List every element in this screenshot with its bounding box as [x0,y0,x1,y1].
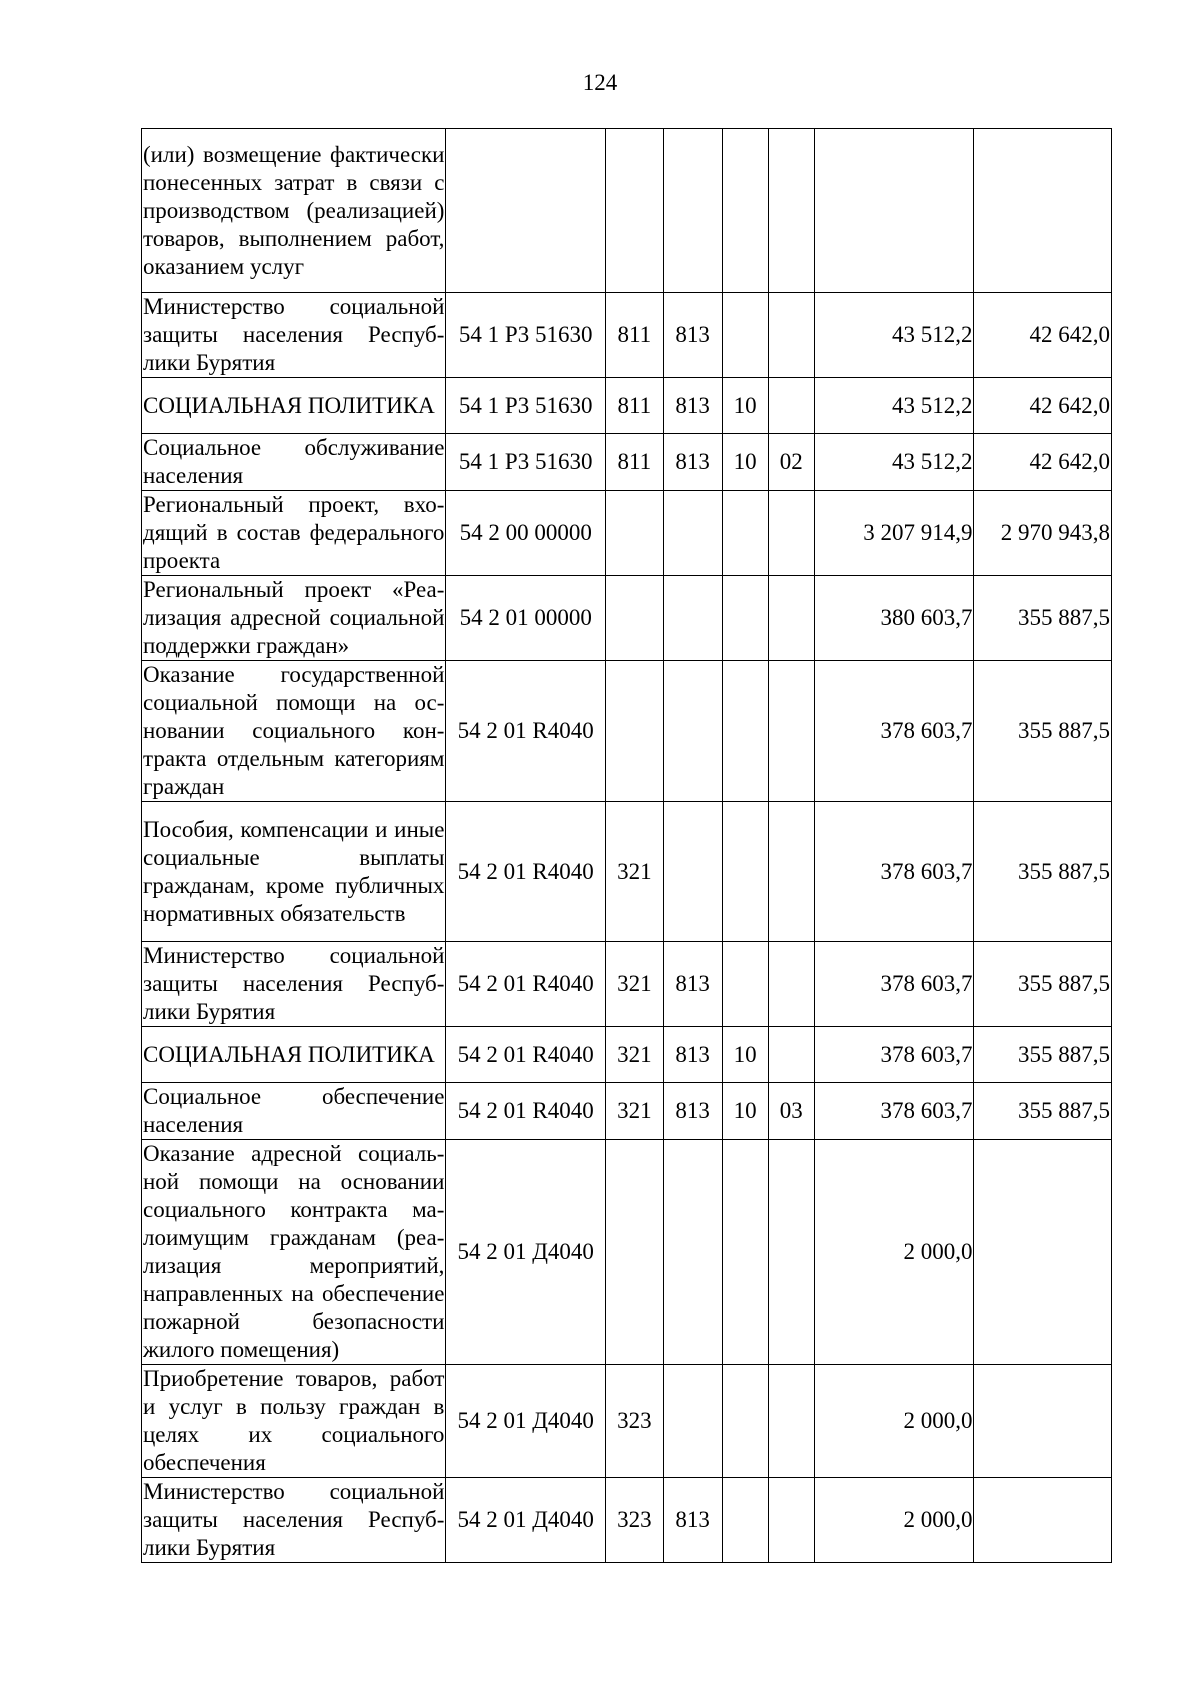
row-rz [722,661,768,802]
row-sum2: 355 887,5 [974,661,1112,802]
row-vr: 813 [663,293,722,378]
row-sum1: 2 000,0 [814,1478,974,1563]
row-pr [768,802,814,942]
table-row [142,1027,1112,1083]
row-sum1: 378 603,7 [814,802,974,942]
row-code: 54 2 01 R4040 [446,942,606,1027]
row-sum1: 378 603,7 [814,942,974,1027]
row-sum1: 2 000,0 [814,1140,974,1365]
table-row [142,661,1112,802]
row-sum2: 42 642,0 [974,378,1112,434]
row-vr: 813 [663,1478,722,1563]
row-sum2 [974,1478,1112,1563]
row-grbs: 811 [605,434,663,491]
row-rz [722,802,768,942]
row-rz: 10 [722,378,768,434]
row-code: 54 2 01 R4040 [446,1027,606,1083]
row-name: СОЦИАЛЬНАЯ ПОЛИТИКА [142,1027,446,1083]
row-sum2: 355 887,5 [974,576,1112,661]
table-row [142,1083,1112,1140]
row-rz [722,129,768,293]
row-sum2: 42 642,0 [974,293,1112,378]
row-sum2: 355 887,5 [974,1027,1112,1083]
row-sum1: 43 512,2 [814,293,974,378]
row-grbs: 323 [605,1478,663,1563]
row-code: 54 1 Р3 51630 [446,434,606,491]
row-rz [722,1478,768,1563]
row-name: Социальное обслуживание населения [142,434,446,491]
row-rz [722,1140,768,1365]
row-code: 54 2 01 Д4040 [446,1478,606,1563]
row-vr [663,129,722,293]
row-sum1: 378 603,7 [814,661,974,802]
row-name: Пособия, компенсации и иные социальные выплаты гражданам, кроме публичных нормативных обязательств [142,802,446,942]
table-row [142,802,1112,942]
row-sum1: 380 603,7 [814,576,974,661]
row-sum2 [974,1365,1112,1478]
row-name: Социальное обеспечение населения [142,1083,446,1140]
row-code: 54 2 01 R4040 [446,1083,606,1140]
row-grbs [605,129,663,293]
row-pr: 02 [768,434,814,491]
row-sum2: 42 642,0 [974,434,1112,491]
table-row [142,491,1112,576]
row-pr: 03 [768,1083,814,1140]
row-vr [663,1140,722,1365]
row-pr [768,1478,814,1563]
row-grbs: 321 [605,1083,663,1140]
row-sum1: 378 603,7 [814,1027,974,1083]
row-grbs: 321 [605,802,663,942]
row-grbs [605,1140,663,1365]
table-row [142,1478,1112,1563]
row-pr [768,378,814,434]
row-name: (или) возмещение фактически понесенных затрат в связи с производством (реализацией) товаров, выполнением работ, оказанием услуг [142,129,446,293]
row-grbs [605,491,663,576]
row-sum1 [814,129,974,293]
row-pr [768,129,814,293]
page-number: 124 [582,70,618,95]
table-row [142,293,1112,378]
row-vr: 813 [663,1027,722,1083]
row-rz [722,942,768,1027]
row-rz [722,491,768,576]
row-name: Региональный проект «Реализация адресной социальной поддержки граждан» [142,576,446,661]
row-code: 54 2 01 R4040 [446,661,606,802]
row-code: 54 2 01 Д4040 [446,1140,606,1365]
row-pr [768,1027,814,1083]
row-vr: 813 [663,942,722,1027]
row-sum1: 43 512,2 [814,434,974,491]
row-pr [768,1140,814,1365]
table-row [142,942,1112,1027]
row-pr [768,661,814,802]
row-sum1: 43 512,2 [814,378,974,434]
row-name: Региональный проект, входящий в состав федерального проекта [142,491,446,576]
row-grbs [605,576,663,661]
row-grbs: 811 [605,293,663,378]
row-sum2: 355 887,5 [974,1083,1112,1140]
row-vr: 813 [663,378,722,434]
table-row [142,378,1112,434]
row-vr [663,1365,722,1478]
row-name: Оказание государственной социальной помощи на основании социального контракта отдельным категориям граждан [142,661,446,802]
row-rz [722,576,768,661]
row-vr [663,661,722,802]
row-pr [768,491,814,576]
row-sum2 [974,129,1112,293]
row-rz: 10 [722,1027,768,1083]
row-name: Министерство социальной защиты населения Республики Бурятия [142,293,446,378]
row-rz [722,293,768,378]
row-grbs: 321 [605,1027,663,1083]
row-sum2: 2 970 943,8 [974,491,1112,576]
row-code: 54 2 01 R4040 [446,802,606,942]
row-sum1: 378 603,7 [814,1083,974,1140]
table-row [142,1365,1112,1478]
row-code: 54 2 01 Д4040 [446,1365,606,1478]
row-vr [663,576,722,661]
row-pr [768,942,814,1027]
row-sum2: 355 887,5 [974,942,1112,1027]
row-rz: 10 [722,1083,768,1140]
row-name: Министерство социальной защиты населения Республики Бурятия [142,1478,446,1563]
table-row [142,576,1112,661]
row-sum2: 355 887,5 [974,802,1112,942]
row-vr: 813 [663,434,722,491]
row-name: СОЦИАЛЬНАЯ ПОЛИТИКА [142,378,446,434]
row-sum1: 2 000,0 [814,1365,974,1478]
row-code: 54 2 00 00000 [446,491,606,576]
row-name: Оказание адресной социальной помощи на основании социального контракта малоимущим гражданам (реализация мероприятий, направленных на обеспечение пожарной безопасности жилого помещения) [142,1140,446,1365]
row-grbs: 321 [605,942,663,1027]
row-pr [768,293,814,378]
row-vr [663,802,722,942]
budget-table [141,128,1112,1563]
table-body [142,129,1112,1563]
table-row [142,129,1112,293]
row-grbs: 811 [605,378,663,434]
row-code: 54 2 01 00000 [446,576,606,661]
table-row [142,1140,1112,1365]
row-vr: 813 [663,1083,722,1140]
row-name: Приобретение товаров, работ и услуг в пользу граждан в целях их социального обеспечения [142,1365,446,1478]
row-pr [768,576,814,661]
row-grbs [605,661,663,802]
row-name: Министерство социальной защиты населения Республики Бурятия [142,942,446,1027]
row-grbs: 323 [605,1365,663,1478]
table-row [142,434,1112,491]
row-rz [722,1365,768,1478]
row-sum2 [974,1140,1112,1365]
row-code [446,129,606,293]
row-code: 54 1 Р3 51630 [446,378,606,434]
row-vr [663,491,722,576]
row-pr [768,1365,814,1478]
row-sum1: 3 207 914,9 [814,491,974,576]
row-rz: 10 [722,434,768,491]
row-code: 54 1 Р3 51630 [446,293,606,378]
